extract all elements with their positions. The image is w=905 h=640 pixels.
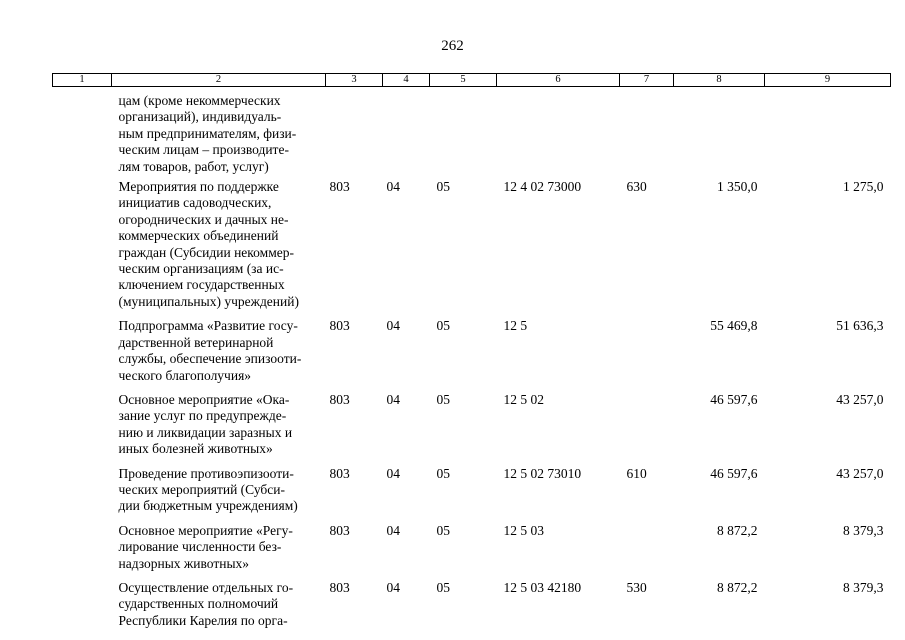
cell-ministry-code: 803 bbox=[329, 522, 350, 538]
table-body bbox=[53, 87, 891, 638]
column-number-header bbox=[53, 74, 891, 87]
cell-description bbox=[112, 580, 326, 637]
cell-ministry-code: 803 bbox=[329, 391, 350, 407]
cell-amount-col8: 1 350,0 bbox=[717, 179, 758, 195]
description-line: сударственных полномочий bbox=[118, 596, 279, 612]
cell-target-article: 12 5 bbox=[503, 318, 528, 334]
header-cell: 8 bbox=[674, 74, 765, 87]
cell-subsection-code: 05 bbox=[436, 522, 450, 538]
header-cell: 1 bbox=[53, 74, 112, 87]
description-line: лям товаров, работ, услуг) bbox=[118, 158, 269, 174]
cell-subsection-code: 05 bbox=[436, 391, 450, 407]
header-cell: 3 bbox=[326, 74, 383, 87]
table-row bbox=[53, 318, 891, 392]
cell-amount-col8: 8 872,2 bbox=[717, 522, 758, 538]
table-row bbox=[53, 392, 891, 466]
description-line: зание услуг по предупрежде- bbox=[118, 408, 287, 424]
cell-section-code bbox=[383, 87, 430, 180]
cell-ministry-code bbox=[326, 87, 383, 180]
cell-expense-type bbox=[620, 87, 674, 180]
description-line: Республики Карелия по орга- bbox=[118, 612, 288, 628]
description-line: цам (кроме некоммерческих bbox=[118, 93, 281, 108]
cell-amount-col8: 55 469,8 bbox=[710, 318, 758, 334]
description-line: Основное мероприятие «Ока- bbox=[118, 391, 290, 407]
description-line: Осуществление отдельных го- bbox=[118, 579, 294, 595]
header-cell: 9 bbox=[765, 74, 891, 87]
header-cell: 4 bbox=[383, 74, 430, 87]
description-line: ческих мероприятий (Субси- bbox=[118, 481, 286, 497]
cell-description bbox=[112, 318, 326, 392]
header-cell: 7 bbox=[620, 74, 674, 87]
cell-expense-type bbox=[620, 392, 674, 466]
cell-subsection-code: 05 bbox=[436, 465, 450, 481]
description-line: инициатив садоводческих, bbox=[118, 195, 272, 211]
description-line: надзорных животных» bbox=[118, 555, 250, 571]
table-row bbox=[53, 523, 891, 580]
cell-expense-type bbox=[620, 523, 674, 580]
cell-expense-type: 630 bbox=[626, 179, 647, 195]
cell-amount-col8: 46 597,6 bbox=[710, 465, 758, 481]
description-line: граждан (Субсидии некоммер- bbox=[118, 244, 294, 260]
cell-col1 bbox=[53, 318, 112, 392]
cell-ministry-code: 803 bbox=[329, 179, 350, 195]
description-line: лирование численности без- bbox=[118, 539, 282, 555]
description-line: нию и ликвидации заразных и bbox=[118, 424, 293, 440]
cell-amount-col9: 43 257,0 bbox=[836, 391, 884, 407]
description-line: (муниципальных) учреждений) bbox=[118, 293, 299, 309]
cell-section-code: 04 bbox=[386, 179, 400, 195]
budget-table bbox=[52, 73, 891, 637]
description-line: ным предпринимателям, физи- bbox=[118, 125, 297, 141]
cell-section-code: 04 bbox=[386, 522, 400, 538]
cell-description bbox=[112, 392, 326, 466]
cell-description bbox=[112, 466, 326, 523]
cell-amount-col9: 8 379,3 bbox=[843, 522, 884, 538]
description-line: организаций), индивидуаль- bbox=[118, 109, 282, 125]
cell-subsection-code: 05 bbox=[436, 318, 450, 334]
description-line: иных болезней животных» bbox=[118, 441, 273, 457]
description-line: Проведение противоэпизооти- bbox=[118, 465, 294, 481]
description-line: ческим лицам – производите- bbox=[118, 142, 289, 158]
cell-target-article: 12 5 03 42180 bbox=[503, 579, 582, 595]
cell-expense-type: 530 bbox=[626, 579, 647, 595]
description-line: ческим организациям (за ис- bbox=[118, 261, 284, 277]
cell-amount-col9: 1 275,0 bbox=[843, 179, 884, 195]
cell-amount-col9: 51 636,3 bbox=[836, 318, 884, 334]
description-line: ключением государственных bbox=[118, 277, 285, 293]
cell-section-code: 04 bbox=[386, 391, 400, 407]
table-row bbox=[53, 466, 891, 523]
cell-section-code: 04 bbox=[386, 465, 400, 481]
page-number: 262 bbox=[441, 38, 464, 54]
description-line: коммерческих объединений bbox=[118, 228, 279, 244]
cell-amount-col9 bbox=[765, 87, 891, 180]
description-line: Основное мероприятие «Регу- bbox=[118, 522, 293, 538]
description-line: ческого благополучия» bbox=[118, 367, 252, 383]
cell-col1 bbox=[53, 580, 112, 637]
cell-col1 bbox=[53, 87, 112, 180]
cell-col1 bbox=[53, 466, 112, 523]
header-cell: 2 bbox=[112, 74, 326, 87]
cell-col1 bbox=[53, 392, 112, 466]
cell-ministry-code: 803 bbox=[329, 579, 350, 595]
description-line: Подпрограмма «Развитие госу- bbox=[118, 318, 298, 334]
description-line: службы, обеспечение эпизооти- bbox=[118, 351, 302, 367]
cell-description bbox=[112, 523, 326, 580]
header-cell: 6 bbox=[497, 74, 620, 87]
cell-subsection-code: 05 bbox=[436, 579, 450, 595]
description-line: дарственной ветеринарной bbox=[118, 334, 274, 350]
header-cell: 5 bbox=[430, 74, 497, 87]
cell-subsection-code bbox=[430, 87, 497, 180]
cell-amount-col8: 46 597,6 bbox=[710, 391, 758, 407]
cell-target-article: 12 5 02 bbox=[503, 391, 544, 407]
cell-section-code: 04 bbox=[386, 579, 400, 595]
cell-amount-col9: 43 257,0 bbox=[836, 465, 884, 481]
table-row bbox=[53, 87, 891, 180]
cell-target-article: 12 5 03 bbox=[503, 522, 544, 538]
table-row bbox=[53, 179, 891, 318]
cell-section-code: 04 bbox=[386, 318, 400, 334]
cell-description bbox=[112, 179, 326, 318]
cell-target-article: 12 5 02 73010 bbox=[503, 465, 582, 481]
cell-expense-type: 610 bbox=[626, 465, 647, 481]
cell-expense-type bbox=[620, 318, 674, 392]
cell-target-article: 12 4 02 73000 bbox=[503, 179, 582, 195]
description-line: огороднических и дачных не- bbox=[118, 211, 289, 227]
table-row bbox=[53, 580, 891, 637]
cell-ministry-code: 803 bbox=[329, 465, 350, 481]
description-line: Мероприятия по поддержке bbox=[118, 179, 279, 195]
cell-subsection-code: 05 bbox=[436, 179, 450, 195]
cell-description bbox=[112, 87, 326, 180]
description-line: дии бюджетным учреждениям) bbox=[118, 498, 298, 514]
cell-amount-col8: 8 872,2 bbox=[717, 579, 758, 595]
cell-target-article bbox=[497, 87, 620, 180]
header-row bbox=[53, 74, 891, 87]
cell-amount-col8 bbox=[674, 87, 765, 180]
cell-amount-col9: 8 379,3 bbox=[843, 579, 884, 595]
cell-col1 bbox=[53, 179, 112, 318]
cell-col1 bbox=[53, 523, 112, 580]
cell-ministry-code: 803 bbox=[329, 318, 350, 334]
